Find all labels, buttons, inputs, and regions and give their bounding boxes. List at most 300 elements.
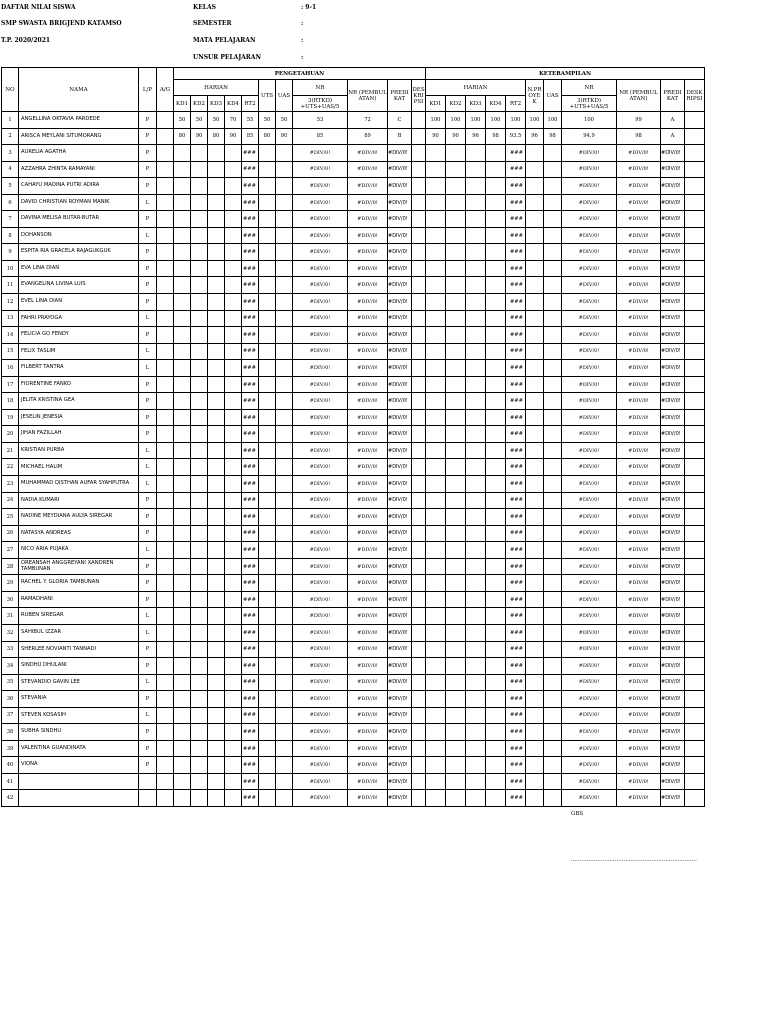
table-row bbox=[2, 575, 705, 592]
cell-keterampilan bbox=[446, 426, 466, 443]
cell-uas-p bbox=[276, 542, 293, 559]
cell-pengetahuan bbox=[174, 178, 191, 195]
cell-keterampilan bbox=[486, 145, 506, 162]
cell-pengetahuan bbox=[208, 707, 225, 724]
table-row bbox=[2, 360, 705, 377]
cell-nr-k: #DIV/0! bbox=[562, 707, 617, 724]
cell-pengetahuan: 53 bbox=[293, 112, 348, 129]
cell-nama: NICO ARIA PUJAKA bbox=[19, 542, 139, 559]
cell-nr-p: #DIV/0! bbox=[293, 409, 348, 426]
cell-predikat-k: #DIV/0! bbox=[661, 343, 685, 360]
cell-pengetahuan bbox=[225, 757, 242, 774]
cell-ag bbox=[157, 790, 174, 807]
cell-uts-p bbox=[259, 442, 276, 459]
cell-keterampilan bbox=[466, 294, 486, 311]
cell-nama: MUHAMMAD QISTHAN AUFAR SYAHPUTRA bbox=[19, 476, 139, 493]
cell-uas-p bbox=[276, 658, 293, 675]
cell-deskripsi-k bbox=[685, 244, 705, 261]
cell-nr-pembul-p: #DIV/0! bbox=[348, 476, 388, 493]
cell-lp: P bbox=[139, 211, 157, 228]
cell-pengetahuan bbox=[174, 145, 191, 162]
cell-nproyek bbox=[526, 310, 544, 327]
cell-nr-pembul-p: #DIV/0! bbox=[348, 641, 388, 658]
cell-predikat-k: #DIV/0! bbox=[661, 575, 685, 592]
cell-keterampilan bbox=[466, 641, 486, 658]
cell-keterampilan bbox=[446, 674, 466, 691]
school-name: SMP SWASTA BRIGJEND KATAMSO bbox=[1, 20, 122, 27]
cell-ag bbox=[157, 691, 174, 708]
cell-pengetahuan bbox=[191, 310, 208, 327]
cell-nr-pembul-p: #DIV/0! bbox=[348, 757, 388, 774]
table-row bbox=[2, 112, 705, 129]
cell-deskripsi-p bbox=[412, 211, 426, 228]
cell-pengetahuan bbox=[225, 691, 242, 708]
cell-nama: VALENTINA GUANDINATA bbox=[19, 740, 139, 757]
table-row bbox=[2, 591, 705, 608]
cell-deskripsi-p bbox=[412, 525, 426, 542]
cell-uas-p bbox=[276, 724, 293, 741]
cell-keterampilan bbox=[426, 211, 446, 228]
cell-nr-pembul-k: #DIV/0! bbox=[617, 343, 661, 360]
cell-rt2-k: ### bbox=[506, 591, 526, 608]
cell-keterampilan bbox=[446, 575, 466, 592]
cell-lp: L bbox=[139, 476, 157, 493]
cell-uas-p bbox=[276, 624, 293, 641]
cell-lp: L bbox=[139, 310, 157, 327]
cell-nproyek bbox=[526, 691, 544, 708]
cell-nama: FIORENTINE FANKO bbox=[19, 376, 139, 393]
cell-keterampilan bbox=[466, 558, 486, 575]
table-row bbox=[2, 608, 705, 625]
cell-keterampilan: 98 bbox=[617, 128, 661, 145]
cell-pengetahuan bbox=[174, 558, 191, 575]
cell-deskripsi-k bbox=[685, 409, 705, 426]
cell-pengetahuan bbox=[208, 724, 225, 741]
cell-no: 11 bbox=[2, 277, 19, 294]
cell-uts-p bbox=[259, 161, 276, 178]
cell-rt2-k: ### bbox=[506, 459, 526, 476]
cell-nr-p: #DIV/0! bbox=[293, 608, 348, 625]
cell-deskripsi-k bbox=[685, 608, 705, 625]
cell-uts-p bbox=[259, 409, 276, 426]
cell-rt2-p: ### bbox=[242, 624, 259, 641]
cell-lp: P bbox=[139, 691, 157, 708]
cell-nr-pembul-p: #DIV/0! bbox=[348, 740, 388, 757]
cell-nr-k: #DIV/0! bbox=[562, 426, 617, 443]
cell-uas-k bbox=[544, 277, 562, 294]
cell-pengetahuan bbox=[191, 459, 208, 476]
cell-lp bbox=[139, 773, 157, 790]
cell-keterampilan bbox=[466, 658, 486, 675]
cell-pengetahuan bbox=[174, 442, 191, 459]
cell-pengetahuan bbox=[174, 294, 191, 311]
cell-nproyek bbox=[526, 360, 544, 377]
cell-deskripsi-k bbox=[685, 724, 705, 741]
cell-keterampilan bbox=[466, 393, 486, 410]
cell-no: 38 bbox=[2, 724, 19, 741]
cell-predikat-p: #DIV/0! bbox=[388, 343, 412, 360]
cell-keterampilan bbox=[486, 194, 506, 211]
table-row bbox=[2, 277, 705, 294]
cell-deskripsi-p bbox=[412, 277, 426, 294]
cell-no: 7 bbox=[2, 211, 19, 228]
cell-keterampilan bbox=[466, 724, 486, 741]
grade-table bbox=[1, 67, 705, 807]
cell-no: 6 bbox=[2, 194, 19, 211]
cell-nr-pembul-k: #DIV/0! bbox=[617, 145, 661, 162]
cell-nama: RAMADHANI bbox=[19, 591, 139, 608]
cell-deskripsi-k bbox=[685, 492, 705, 509]
cell-keterampilan bbox=[486, 492, 506, 509]
cell-rt2-k: ### bbox=[506, 426, 526, 443]
cell-nama: ARISCA MEYLANI SITUMORANG bbox=[19, 128, 139, 145]
cell-pengetahuan bbox=[174, 310, 191, 327]
cell-keterampilan bbox=[426, 492, 446, 509]
cell-keterampilan bbox=[446, 343, 466, 360]
cell-nama: STEVEN KOSASIH bbox=[19, 707, 139, 724]
cell-keterampilan: 100 bbox=[526, 112, 544, 129]
cell-ag bbox=[157, 459, 174, 476]
cell-rt2-k: ### bbox=[506, 393, 526, 410]
cell-nproyek bbox=[526, 211, 544, 228]
col-nr-k: NR bbox=[562, 80, 617, 96]
cell-predikat-p: #DIV/0! bbox=[388, 376, 412, 393]
cell-uts-p bbox=[259, 260, 276, 277]
cell-pengetahuan bbox=[191, 277, 208, 294]
cell-predikat-p: #DIV/0! bbox=[388, 211, 412, 228]
cell-uas-k bbox=[544, 442, 562, 459]
cell-predikat-k: #DIV/0! bbox=[661, 608, 685, 625]
cell-nproyek bbox=[526, 161, 544, 178]
cell-ag bbox=[157, 161, 174, 178]
cell-pengetahuan bbox=[191, 327, 208, 344]
cell-rt2-k: ### bbox=[506, 376, 526, 393]
cell-pengetahuan bbox=[208, 244, 225, 261]
cell-uts-p bbox=[259, 575, 276, 592]
cell-pengetahuan bbox=[225, 459, 242, 476]
cell-nama: FELIX TASLIM bbox=[19, 343, 139, 360]
table-row bbox=[2, 509, 705, 526]
cell-no: 9 bbox=[2, 244, 19, 261]
cell-uas-k bbox=[544, 227, 562, 244]
cell-keterampilan bbox=[446, 724, 466, 741]
cell-keterampilan: 100 bbox=[544, 112, 562, 129]
cell-nr-k: #DIV/0! bbox=[562, 724, 617, 741]
cell-uas-k bbox=[544, 624, 562, 641]
cell-pengetahuan bbox=[225, 707, 242, 724]
cell-nr-pembul-k: #DIV/0! bbox=[617, 724, 661, 741]
cell-keterampilan bbox=[426, 459, 446, 476]
cell-keterampilan bbox=[486, 211, 506, 228]
cell-uts-p bbox=[259, 757, 276, 774]
cell-uas-p bbox=[276, 277, 293, 294]
cell-rt2-p: ### bbox=[242, 740, 259, 757]
cell-rt2-k: ### bbox=[506, 442, 526, 459]
cell-nr-pembul-k: #DIV/0! bbox=[617, 393, 661, 410]
cell-pengetahuan bbox=[174, 773, 191, 790]
cell-deskripsi-p bbox=[412, 757, 426, 774]
cell-deskripsi-k bbox=[685, 277, 705, 294]
cell-ag bbox=[157, 376, 174, 393]
cell-nr-k: #DIV/0! bbox=[562, 691, 617, 708]
signature-label: GBS bbox=[571, 811, 584, 817]
cell-predikat-k: #DIV/0! bbox=[661, 178, 685, 195]
cell-predikat-k: #DIV/0! bbox=[661, 277, 685, 294]
cell-nr-pembul-k: #DIV/0! bbox=[617, 707, 661, 724]
col-nama: NAMA bbox=[19, 68, 139, 112]
cell-nama: DOHANSON bbox=[19, 227, 139, 244]
cell-keterampilan bbox=[466, 757, 486, 774]
cell-no: 16 bbox=[2, 360, 19, 377]
cell-ag bbox=[157, 575, 174, 592]
cell-rt2-k: ### bbox=[506, 707, 526, 724]
table-row bbox=[2, 558, 705, 575]
cell-pengetahuan bbox=[191, 691, 208, 708]
cell-predikat-p: #DIV/0! bbox=[388, 277, 412, 294]
cell-uas-k bbox=[544, 724, 562, 741]
cell-keterampilan bbox=[466, 145, 486, 162]
cell-rt2-k: ### bbox=[506, 476, 526, 493]
cell-keterampilan bbox=[426, 707, 446, 724]
col-kd2-k: KD2 bbox=[446, 96, 466, 112]
cell-pengetahuan bbox=[174, 277, 191, 294]
cell-pengetahuan bbox=[208, 178, 225, 195]
cell-nr-k: #DIV/0! bbox=[562, 476, 617, 493]
cell-lp: L bbox=[139, 360, 157, 377]
cell-keterampilan bbox=[446, 624, 466, 641]
cell-nama bbox=[19, 773, 139, 790]
cell-uas-p bbox=[276, 790, 293, 807]
cell-rt2-k: ### bbox=[506, 294, 526, 311]
cell-keterampilan bbox=[426, 194, 446, 211]
cell-ag bbox=[157, 294, 174, 311]
cell-pengetahuan bbox=[225, 327, 242, 344]
cell-keterampilan bbox=[426, 790, 446, 807]
cell-predikat-p: #DIV/0! bbox=[388, 608, 412, 625]
cell-nr-p: #DIV/0! bbox=[293, 442, 348, 459]
cell-uas-p bbox=[276, 757, 293, 774]
cell-lp: P bbox=[139, 575, 157, 592]
cell-keterampilan: 90 bbox=[426, 128, 446, 145]
cell-nama: FAHRI PRAYOGA bbox=[19, 310, 139, 327]
cell-rt2-p: ### bbox=[242, 476, 259, 493]
cell-keterampilan bbox=[446, 542, 466, 559]
cell-deskripsi-p bbox=[412, 227, 426, 244]
cell-nr-k: #DIV/0! bbox=[562, 393, 617, 410]
cell-rt2-p: ### bbox=[242, 327, 259, 344]
table-row bbox=[2, 145, 705, 162]
cell-nr-pembul-k: #DIV/0! bbox=[617, 442, 661, 459]
cell-pengetahuan bbox=[208, 145, 225, 162]
cell-pengetahuan bbox=[191, 492, 208, 509]
cell-uas-k bbox=[544, 360, 562, 377]
cell-nr-pembul-p: #DIV/0! bbox=[348, 442, 388, 459]
school-year: T.P. 2020/2021 bbox=[1, 37, 51, 44]
cell-lp: L bbox=[139, 343, 157, 360]
cell-ag bbox=[157, 542, 174, 559]
cell-ag bbox=[157, 409, 174, 426]
cell-predikat-p: #DIV/0! bbox=[388, 674, 412, 691]
cell-deskripsi-k bbox=[685, 260, 705, 277]
cell-nr-p: #DIV/0! bbox=[293, 658, 348, 675]
cell-deskripsi-k bbox=[685, 194, 705, 211]
col-kd3-k: KD3 bbox=[466, 96, 486, 112]
cell-pengetahuan bbox=[174, 624, 191, 641]
cell-rt2-k: ### bbox=[506, 624, 526, 641]
cell-nproyek bbox=[526, 476, 544, 493]
cell-pengetahuan bbox=[225, 161, 242, 178]
cell-pengetahuan bbox=[225, 426, 242, 443]
cell-pengetahuan bbox=[191, 376, 208, 393]
cell-nr-pembul-k: #DIV/0! bbox=[617, 244, 661, 261]
cell-nr-pembul-k: #DIV/0! bbox=[617, 790, 661, 807]
cell-keterampilan bbox=[426, 558, 446, 575]
cell-nr-pembul-k: #DIV/0! bbox=[617, 327, 661, 344]
table-row bbox=[2, 409, 705, 426]
cell-nama: STEVANDIO GAVIN LEE bbox=[19, 674, 139, 691]
cell-keterampilan bbox=[466, 740, 486, 757]
cell-nr-k: #DIV/0! bbox=[562, 525, 617, 542]
cell-rt2-p: ### bbox=[242, 161, 259, 178]
cell-rt2-p: ### bbox=[242, 509, 259, 526]
cell-nama: CAHAYU MADINA PUTRI ADIRA bbox=[19, 178, 139, 195]
cell-pengetahuan bbox=[174, 244, 191, 261]
cell-keterampilan bbox=[446, 178, 466, 195]
cell-nr-p: #DIV/0! bbox=[293, 327, 348, 344]
cell-nr-pembul-k: #DIV/0! bbox=[617, 773, 661, 790]
cell-keterampilan: 90 bbox=[446, 128, 466, 145]
cell-nr-pembul-k: #DIV/0! bbox=[617, 178, 661, 195]
cell-pengetahuan bbox=[208, 376, 225, 393]
cell-nr-k: #DIV/0! bbox=[562, 773, 617, 790]
cell-nr-k: #DIV/0! bbox=[562, 327, 617, 344]
cell-uas-p bbox=[276, 492, 293, 509]
cell-nama: STEVANIA bbox=[19, 691, 139, 708]
cell-no: 30 bbox=[2, 591, 19, 608]
cell-uas-p bbox=[276, 740, 293, 757]
cell-keterampilan bbox=[486, 277, 506, 294]
cell-keterampilan bbox=[486, 509, 506, 526]
cell-rt2-k: ### bbox=[506, 542, 526, 559]
cell-uas-k bbox=[544, 178, 562, 195]
cell-predikat-k: #DIV/0! bbox=[661, 409, 685, 426]
cell-rt2-p: ### bbox=[242, 707, 259, 724]
cell-lp: P bbox=[139, 244, 157, 261]
cell-keterampilan bbox=[486, 641, 506, 658]
table-row bbox=[2, 310, 705, 327]
cell-pengetahuan bbox=[208, 790, 225, 807]
cell-nama: SUBHA SINDHU bbox=[19, 724, 139, 741]
cell-rt2-p: ### bbox=[242, 674, 259, 691]
cell-lp: L bbox=[139, 707, 157, 724]
cell-uas-k bbox=[544, 691, 562, 708]
kelas-label: KELAS bbox=[193, 4, 216, 11]
cell-ag bbox=[157, 194, 174, 211]
cell-pengetahuan bbox=[191, 145, 208, 162]
cell-deskripsi-k bbox=[685, 393, 705, 410]
cell-pengetahuan bbox=[191, 575, 208, 592]
cell-nr-k: #DIV/0! bbox=[562, 161, 617, 178]
cell-uas-p bbox=[276, 674, 293, 691]
cell-nr-p: #DIV/0! bbox=[293, 310, 348, 327]
cell-pengetahuan bbox=[225, 211, 242, 228]
cell-uts-p bbox=[259, 542, 276, 559]
cell-uas-p bbox=[276, 310, 293, 327]
cell-pengetahuan bbox=[208, 426, 225, 443]
table-row bbox=[2, 343, 705, 360]
cell-keterampilan bbox=[426, 442, 446, 459]
cell-keterampilan bbox=[486, 558, 506, 575]
cell-nr-pembul-p: #DIV/0! bbox=[348, 790, 388, 807]
cell-predikat-p: #DIV/0! bbox=[388, 691, 412, 708]
cell-ag bbox=[157, 658, 174, 675]
cell-ag bbox=[157, 343, 174, 360]
cell-pengetahuan bbox=[208, 393, 225, 410]
cell-rt2-p: ### bbox=[242, 641, 259, 658]
cell-predikat-k: #DIV/0! bbox=[661, 591, 685, 608]
cell-pengetahuan: 90 bbox=[276, 128, 293, 145]
cell-keterampilan bbox=[466, 608, 486, 625]
cell-pengetahuan bbox=[208, 476, 225, 493]
cell-predikat-k: #DIV/0! bbox=[661, 641, 685, 658]
cell-nproyek bbox=[526, 773, 544, 790]
cell-rt2-p: ### bbox=[242, 343, 259, 360]
cell-deskripsi-p bbox=[412, 658, 426, 675]
cell-uas-k bbox=[544, 658, 562, 675]
cell-uas-p bbox=[276, 178, 293, 195]
table-row bbox=[2, 459, 705, 476]
semester-label: SEMESTER bbox=[193, 20, 232, 27]
cell-nproyek bbox=[526, 260, 544, 277]
cell-nr-pembul-p: #DIV/0! bbox=[348, 393, 388, 410]
cell-keterampilan: 100 bbox=[562, 112, 617, 129]
cell-pengetahuan bbox=[225, 608, 242, 625]
cell-nr-pembul-p: #DIV/0! bbox=[348, 327, 388, 344]
cell-deskripsi-k bbox=[685, 558, 705, 575]
cell-deskripsi-p bbox=[412, 558, 426, 575]
cell-ag bbox=[157, 360, 174, 377]
cell-keterampilan bbox=[486, 790, 506, 807]
col-uts-p: UTS bbox=[259, 80, 276, 112]
cell-rt2-p: ### bbox=[242, 145, 259, 162]
cell-keterampilan bbox=[466, 509, 486, 526]
cell-ag bbox=[157, 757, 174, 774]
cell-deskripsi-k bbox=[685, 442, 705, 459]
cell-deskripsi-p bbox=[412, 707, 426, 724]
cell-nama bbox=[19, 790, 139, 807]
cell-pengetahuan bbox=[412, 112, 426, 129]
cell-predikat-p: #DIV/0! bbox=[388, 542, 412, 559]
cell-no: 20 bbox=[2, 426, 19, 443]
cell-rt2-k: ### bbox=[506, 773, 526, 790]
cell-deskripsi-k bbox=[685, 773, 705, 790]
cell-ag bbox=[157, 641, 174, 658]
cell-uts-p bbox=[259, 707, 276, 724]
cell-pengetahuan bbox=[208, 608, 225, 625]
cell-keterampilan bbox=[466, 591, 486, 608]
cell-uas-k bbox=[544, 409, 562, 426]
cell-keterampilan bbox=[685, 112, 705, 129]
cell-keterampilan bbox=[486, 691, 506, 708]
cell-nr-p: #DIV/0! bbox=[293, 624, 348, 641]
cell-rt2-k: ### bbox=[506, 492, 526, 509]
cell-keterampilan bbox=[426, 327, 446, 344]
cell-keterampilan bbox=[486, 707, 506, 724]
cell-rt2-p: ### bbox=[242, 194, 259, 211]
cell-keterampilan bbox=[446, 740, 466, 757]
cell-nr-pembul-k: #DIV/0! bbox=[617, 277, 661, 294]
cell-uas-k bbox=[544, 145, 562, 162]
